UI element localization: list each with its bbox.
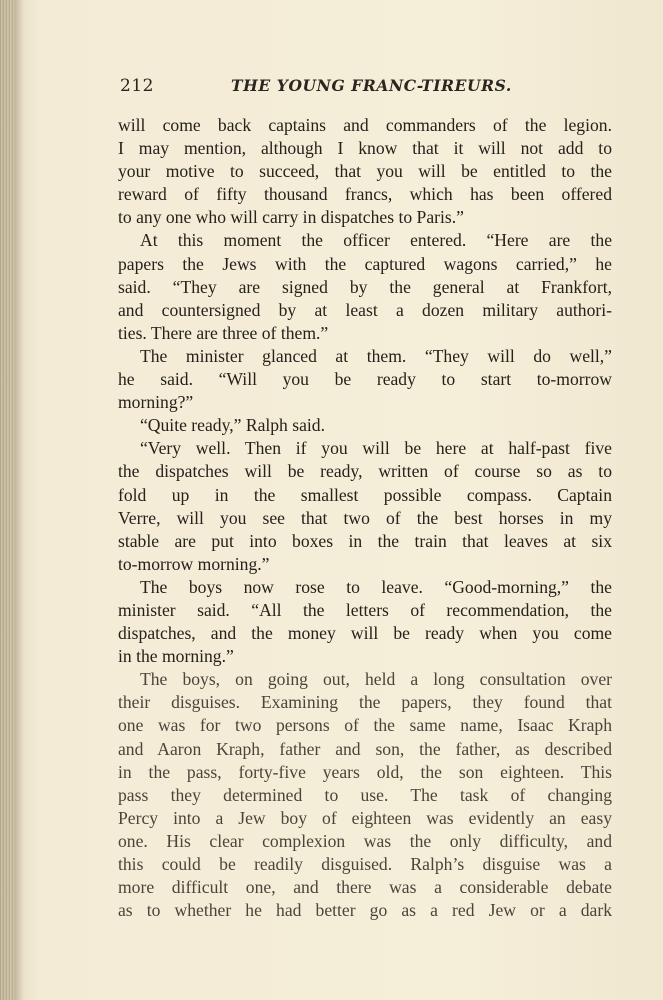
text-line: to any one who will carry in dispatches to Paris.” (118, 207, 464, 228)
text-line: “Very well. Then if you will be here at half-past five (140, 438, 612, 459)
text-line: pass they determined to use. The task of changing (118, 784, 612, 805)
text-line: and countersigned by at least a dozen military authori- (118, 299, 612, 320)
text-line: At this moment the officer entered. “Here are the (140, 230, 612, 251)
text-line: this could be readily disguised. Ralph’s disguise was a (118, 854, 612, 874)
text-line: said. “They are signed by the general at Frankfort, (118, 276, 612, 297)
text-line: more difficult one, and there was a considerable debate (118, 877, 612, 898)
text-line: to-morrow morning.” (118, 553, 270, 574)
text-line: one. His clear complexion was the only difficulty, and (118, 830, 612, 851)
text-line: papers the Jews with the captured wagons carried,” he (118, 253, 612, 274)
text-line: in the morning.” (118, 646, 234, 667)
text-line: The boys, on going out, held a long consultation over (140, 669, 612, 690)
text-line: he said. “Will you be ready to start to-morrow (118, 369, 612, 390)
text-line: stable are put into boxes in the train that leaves at six (118, 530, 612, 551)
text-line: morning?” (118, 392, 194, 413)
text-line: The minister glanced at them. “They will do well,” (140, 345, 612, 366)
text-line: the dispatches will be ready, written of course so as to (118, 461, 612, 482)
text-line: reward of fifty thousand francs, which has been offered (118, 184, 612, 205)
text-line: ties. There are three of them.” (118, 322, 329, 343)
text-line: their disguises. Examining the papers, they found that (118, 692, 612, 713)
text-line: “Quite ready,” Ralph said. (140, 415, 325, 436)
text-line: one was for two persons of the same name, Isaac Kraph (118, 715, 612, 736)
text-line: I may mention, although I know that it will not add to (118, 138, 612, 159)
text-line: dispatches, and the money will be ready when you come (118, 623, 612, 644)
text-line: will come back captains and commanders of the legion. (118, 115, 612, 135)
text-line: Percy into a Jew boy of eighteen was evidently an easy (118, 807, 612, 828)
text-line: Verre, will you see that two of the best horses in my (118, 507, 612, 528)
body-text (118, 114, 612, 922)
gutter-shadow (14, 0, 24, 1000)
text-line: fold up in the smallest possible compass. Captain (118, 484, 612, 505)
page-gutter (0, 0, 14, 1000)
page-number: 212 (120, 76, 154, 96)
text-line: and Aaron Kraph, father and son, the father, as described (118, 738, 612, 759)
running-head: THE YOUNG FRANC-TIREURS. (231, 76, 512, 95)
text-line: your motive to succeed, that you will be entitled to the (118, 161, 612, 182)
text-line: minister said. “All the letters of recommendation, the (118, 599, 612, 620)
text-line: in the pass, forty-five years old, the son eighteen. This (118, 761, 612, 782)
text-line: as to whether he had better go as a red Jew or a dark (118, 900, 612, 921)
text-line: The boys now rose to leave. “Good-morning,” the (140, 576, 612, 597)
page-header (120, 76, 620, 98)
